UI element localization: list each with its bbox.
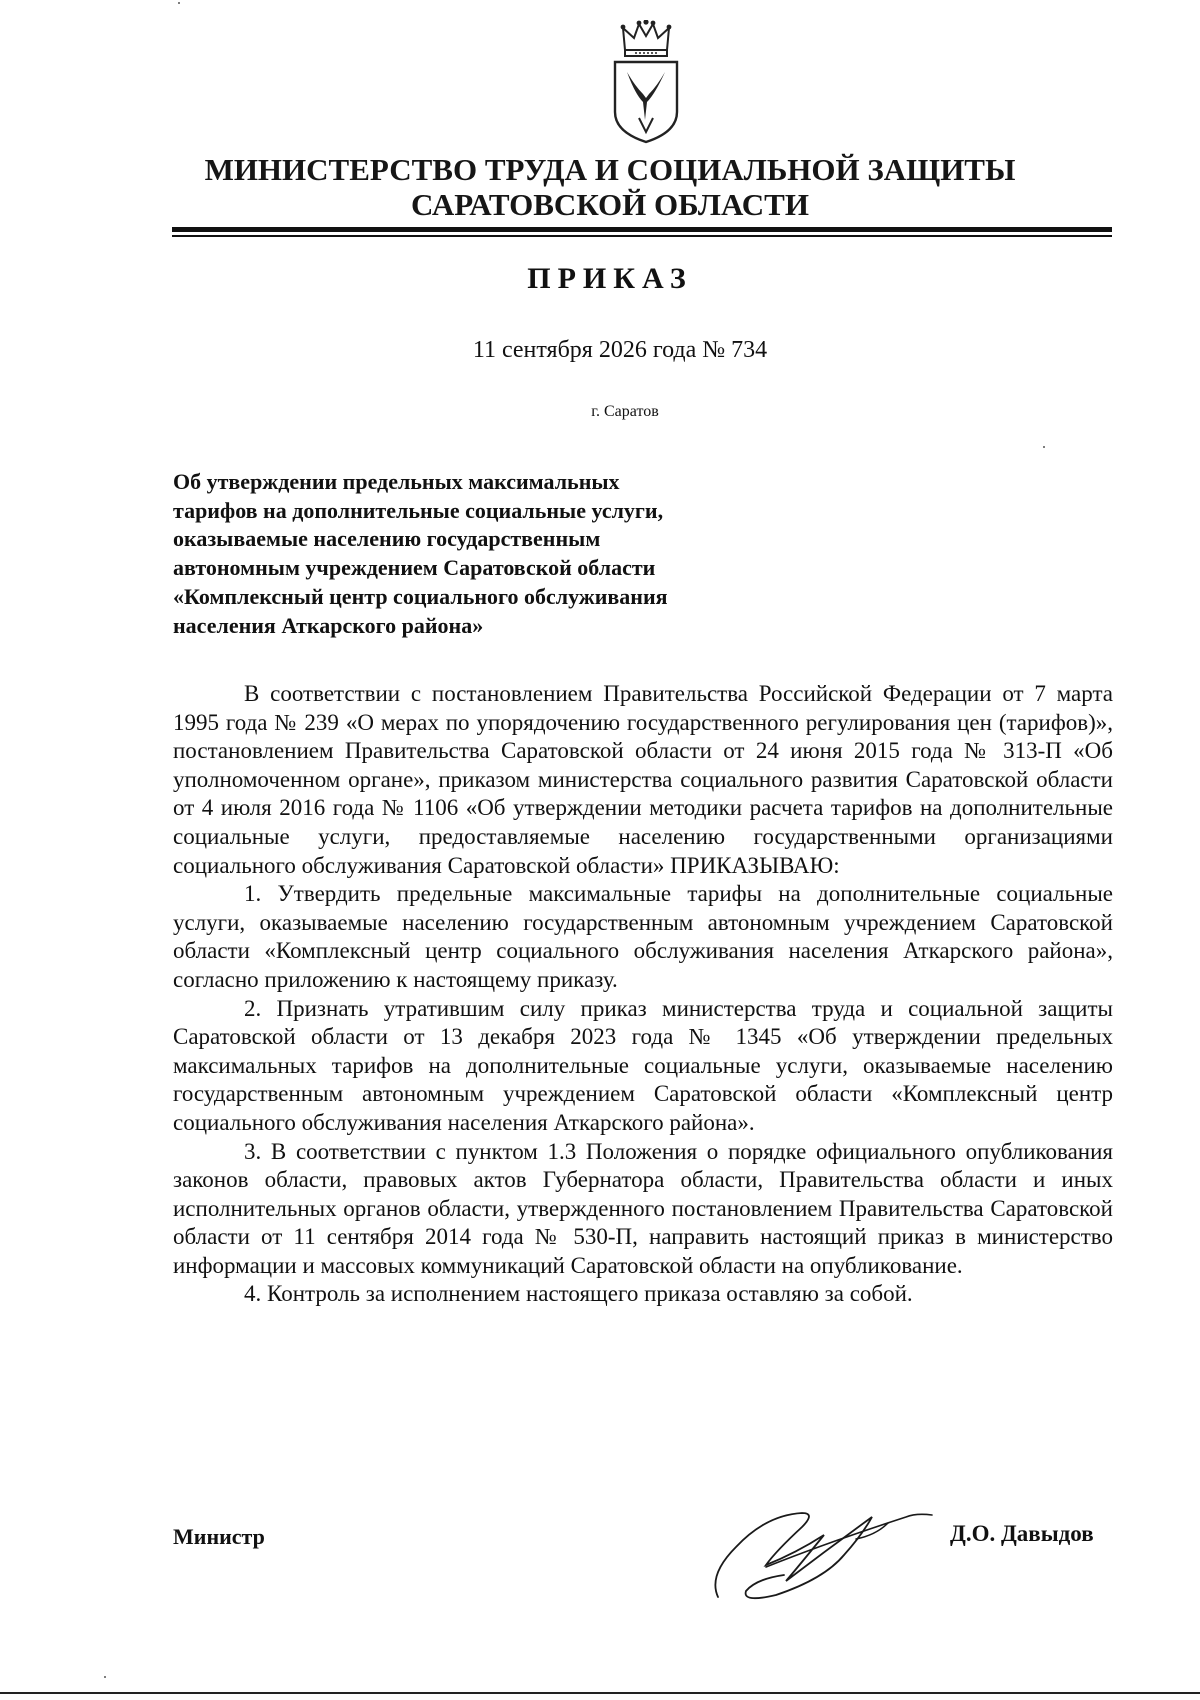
ministry-name-line2: САРАТОВСКОЙ ОБЛАСТИ (411, 187, 809, 222)
scan-artifact (1043, 446, 1045, 448)
scan-artifact (178, 2, 180, 4)
order-item-4: 4. Контроль за исполнением настоящего приказа оставляю за собой. (244, 1281, 913, 1307)
document-type: ПРИКАЗ (527, 262, 693, 295)
subject-line: автономным учреждением Саратовской области (173, 555, 656, 581)
order-item-1: 1. Утвердить предельные максимальные тарифы на дополнительные социальные услуги, оказываемые населению государственным автономным учреждением Саратовской области «Комплексный центр социального обслуживания населения Аткарского района», согласно приложению к настоящему приказу. (173, 881, 1113, 992)
subject-line: оказываемые населению государственным (173, 526, 601, 552)
subject-line: Об утверждении предельных максимальных (173, 469, 620, 494)
document-subject (173, 468, 793, 640)
handwritten-signature (706, 1495, 936, 1605)
header-divider-thick (172, 227, 1112, 232)
document-body (173, 680, 1113, 1309)
order-item-2: 2. Признать утратившим силу приказ министерства труда и социальной защиты Саратовской области от 13 декабря 2023 года № 1345 «Об утверждении предельных максимальных тарифов на дополнительные социальные услуги, оказываемые населению государственным автономным учреждением Саратовской области «Комплексный центр социального обслуживания населения Аткарского района». (173, 995, 1113, 1135)
document-date-number: 11 сентября 2026 года № 734 (472, 337, 768, 363)
subject-line: «Комплексный центр социального обслуживания (173, 583, 668, 609)
coat-of-arms-icon (609, 20, 683, 148)
ministry-name-line1: МИНИСТЕРСТВО ТРУДА И СОЦИАЛЬНОЙ ЗАЩИТЫ (204, 152, 1016, 187)
subject-line: тарифов на дополнительные социальные услуги, (173, 497, 664, 523)
header-divider-thin (172, 235, 1112, 237)
scan-artifact (104, 1676, 106, 1678)
order-item-3: 3. В соответствии с пунктом 1.3 Положения о порядке официального опубликования законов области, правовых актов Губернатора области, Правительства области и иных исполнительных органов области, утвержденного постановлением Правительства Саратовской области от 11 сентября 2014 года № 530-П, направить настоящий приказ в министерство информации и массовых коммуникаций Саратовской области на опубликование. (173, 1138, 1113, 1278)
document-city: г. Саратов (591, 403, 659, 420)
scan-bottom-edge (0, 1692, 1200, 1694)
signatory-position: Министр (173, 1524, 265, 1549)
signatory-name: Д.О. Давыдов (950, 1521, 1094, 1546)
preamble-paragraph: В соответствии с постановлением Правительства Российской Федерации от 7 марта 1995 года № 239 «О мерах по упорядочению государственного регулирования цен (тарифов)», постановлением Правительства Саратовской области от 24 июня 2015 года № 313-П «Об уполномоченном органе», приказом министерства социального развития Саратовской области от 4 июля 2016 года № 1106 «Об утверждении методики расчета тарифов на дополнительные социальные услуги, предоставляемые населению государственными организациями социального обслуживания Саратовской области» ПРИКАЗЫВАЮ: (173, 681, 1113, 878)
subject-line: населения Аткарского района» (173, 612, 484, 638)
